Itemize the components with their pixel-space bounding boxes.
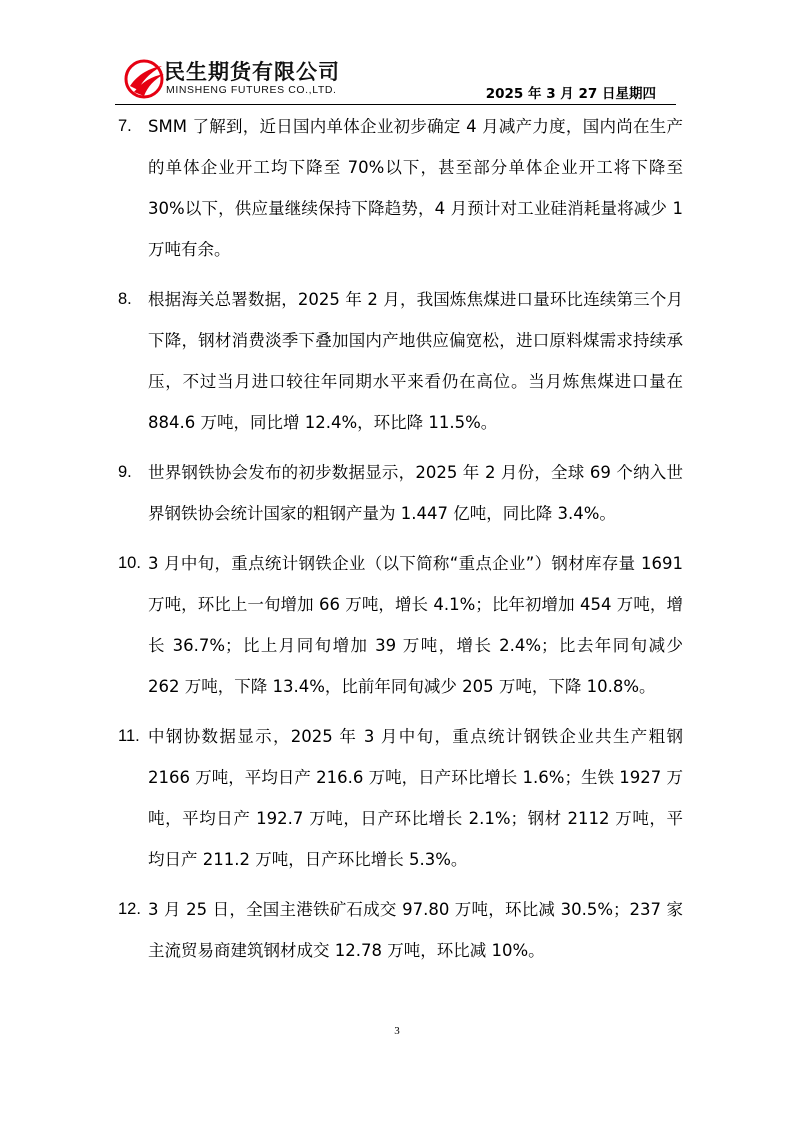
item-text: 根据海关总署数据，2025 年 2 月，我国炼焦煤进口量环比连续第三个月下降，钢材消费淡季下叠加国内产地供应偏宽松，进口原料煤需求持续承压，不过当月进口较往年同期水平来看仍在高位。当月炼焦煤进口量在 884.6 万吨，同比增 12.4%，环比降 11.5%。 [148,290,683,432]
item-text: SMM 了解到，近日国内单体企业初步确定 4 月减产力度，国内尚在生产的单体企业开工均下降至 70%以下，甚至部分单体企业开工将下降至 30%以下，供应量继续保持下降趋势，4 月预计对工业硅消耗量将减少 1 万吨有余。 [148,117,683,259]
list-item [118,279,683,443]
list-item [118,543,683,707]
item-number: 10. [118,554,141,572]
item-text: 中钢协数据显示，2025 年 3 月中旬，重点统计钢铁企业共生产粗钢 2166 万吨，平均日产 216.6 万吨，日产环比增长 1.6%；生铁 1927 万吨，平均日产 192.7 万吨，日产环比增长 2.1%；钢材 2112 万吨，平均日产 211.2 万吨，日产环比增长 5.3%。 [148,727,683,869]
company-name-en: MINSHENG FUTURES CO.,LTD. [166,84,337,96]
report-date: 2025 年 3 月 27 日星期四 [485,86,656,102]
item-text: 世界钢铁协会发布的初步数据显示，2025 年 2 月份，全球 69 个纳入世界钢铁协会统计国家的粗钢产量为 1.447 亿吨，同比降 3.4%。 [148,463,683,523]
item-text: 3 月中旬，重点统计钢铁企业（以下简称“重点企业”）钢材库存量 1691 万吨，环比上一旬增加 66 万吨，增长 4.1%；比年初增加 454 万吨，增长 36.7%；比上月同旬增加 39 万吨，增长 2.4%；比去年同旬减少 262 万吨，下降 13.4%，比前年同旬减少 205 万吨，下降 10.8%。 [148,554,683,696]
header-divider [115,104,676,105]
page-number: 3 [394,1025,400,1037]
item-text: 3 月 25 日，全国主港铁矿石成交 97.80 万吨，环比减 30.5%；237 家主流贸易商建筑钢材成交 12.78 万吨，环比减 10%。 [148,900,683,960]
item-number: 11. [118,727,140,745]
item-number: 9. [118,463,132,481]
list-item [118,889,683,971]
list-item [118,716,683,880]
item-number: 12. [118,900,141,918]
minsheng-logo-icon [122,56,166,100]
item-number: 8. [118,290,132,308]
news-list [118,106,683,980]
item-number: 7. [118,117,132,135]
list-item [118,452,683,534]
page-header [0,0,794,105]
company-logo [122,56,372,100]
company-name-cn: 民生期货有限公司 [164,60,340,84]
list-item [118,106,683,270]
